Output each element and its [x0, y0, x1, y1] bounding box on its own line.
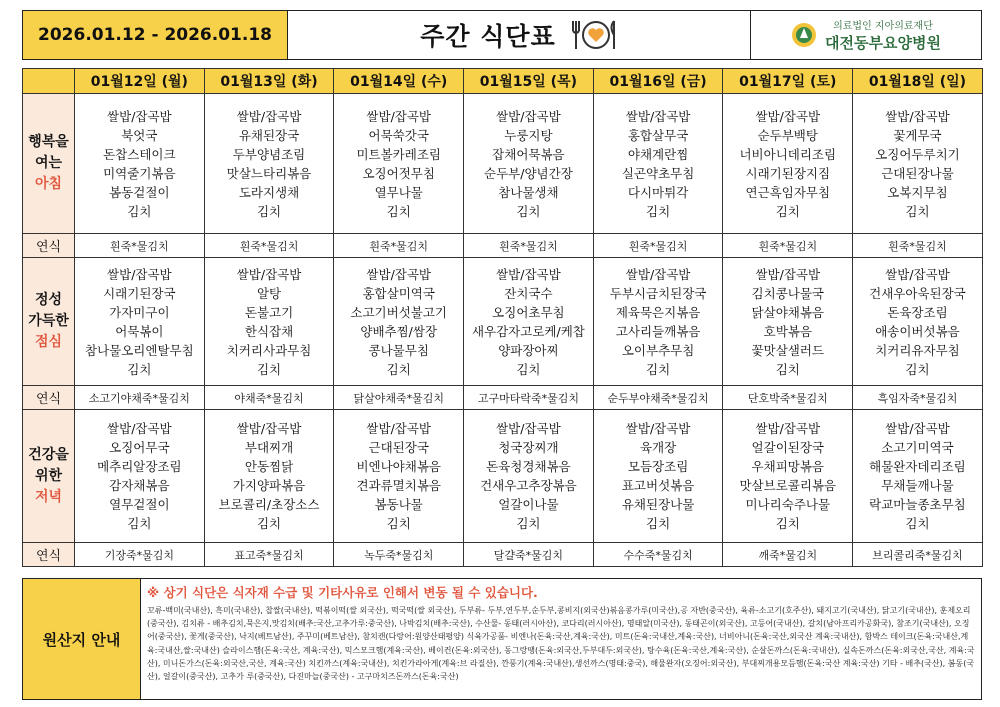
menu-item: 김치 [256, 361, 282, 377]
menu-item: 참나물오리엔탈무침 [85, 342, 194, 358]
menu-item: 소고기버섯불고기 [350, 304, 448, 320]
menu-item: 쌀밥/잡곡밥 [236, 421, 302, 436]
title-area [288, 11, 751, 59]
menu-item: 쌀밥/잡곡밥 [625, 421, 691, 436]
menu-item: 두부시금치된장국 [609, 285, 707, 301]
menu-item: 맛살느타리볶음 [226, 165, 312, 181]
menu-cell [334, 258, 464, 386]
menu-cell [204, 258, 334, 386]
menu-item: 김치 [646, 203, 671, 219]
menu-item: 육개장 [639, 440, 677, 455]
menu-cell [204, 94, 334, 234]
meal-label-breakfast [23, 94, 75, 234]
menu-item: 김치 [386, 516, 411, 531]
meal-time: 저녁 [34, 488, 63, 505]
menu-item: 견과류멸치볶음 [356, 478, 441, 493]
menu-item: 쌀밥/잡곡밥 [755, 421, 821, 436]
menu-item: 다시마튀각 [627, 184, 689, 200]
snack-row-dinner [23, 543, 983, 567]
header [22, 10, 982, 60]
menu-item: 락교마늘종초무침 [869, 497, 966, 512]
menu-item: 시래기된장국 [103, 285, 176, 301]
snack-cell: 기장죽*물김치 [75, 543, 205, 567]
menu-item: 누룽지탕 [504, 127, 553, 143]
snack-cell: 깨죽*물김치 [723, 543, 853, 567]
menu-item: 근대된장국 [368, 440, 429, 455]
menu-item: 치커리유자무침 [875, 342, 960, 358]
snack-cell: 흑임자죽*물김치 [853, 386, 983, 410]
menu-item: 홍합살무국 [627, 127, 689, 143]
menu-item: 얼갈이된장국 [751, 440, 824, 455]
menu-cell [464, 94, 594, 234]
menu-cell [723, 258, 853, 386]
menu-item: 쌀밥/잡곡밥 [625, 108, 691, 124]
page-title: 주간 식단표 [420, 22, 556, 51]
menu-item: 오징어두루치기 [875, 146, 960, 162]
menu-item: 감자채볶음 [109, 478, 170, 493]
menu-cell [75, 258, 205, 386]
menu-item: 순두부/양념간장 [484, 165, 573, 181]
menu-item: 닭살야채볶음 [751, 304, 824, 320]
snack-cell: 녹두죽*물김치 [334, 543, 464, 567]
menu-item: 미역줄기볶음 [103, 165, 176, 181]
day-header: 01월12일 (월) [75, 69, 205, 94]
menu-item: 김치 [775, 516, 800, 531]
snack-cell: 흰죽*물김치 [464, 234, 594, 258]
menu-cell [464, 258, 594, 386]
menu-item: 새우감자고로케/케찹 [471, 323, 585, 339]
menu-item: 쌀밥/잡곡밥 [236, 266, 302, 282]
snack-cell: 단호박죽*물김치 [723, 386, 853, 410]
snack-label: 연식 [23, 386, 75, 410]
menu-item: 김치 [646, 361, 671, 377]
change-notice: ※ 상기 식단은 식자재 수급 및 기타사유로 인해서 변동 될 수 있습니다. [147, 585, 538, 600]
snack-cell: 흰죽*물김치 [723, 234, 853, 258]
hospital-subtitle: 의료법인 지아의료재단 [833, 21, 933, 32]
menu-item: 쌀밥/잡곡밥 [107, 108, 172, 124]
snack-label: 연식 [23, 543, 75, 567]
day-header: 01월17일 (토) [723, 69, 853, 94]
menu-item: 알탕 [256, 285, 282, 301]
menu-item: 봄동나물 [374, 497, 423, 512]
menu-item: 실곤약초무침 [621, 165, 695, 181]
menu-cell [334, 410, 464, 543]
menu-item: 쌀밥/잡곡밥 [107, 421, 172, 436]
day-header: 01월15일 (목) [464, 69, 594, 94]
menu-item: 호박볶음 [763, 323, 812, 339]
menu-item: 오이부추무침 [621, 342, 695, 358]
snack-row-lunch [23, 386, 983, 410]
menu-item: 돈불고기 [244, 304, 294, 320]
menu-item: 오징어무국 [109, 440, 170, 455]
meal-label-line: 건강을 [28, 446, 69, 463]
snack-label: 연식 [23, 234, 75, 258]
menu-item: 소고기미역국 [881, 440, 954, 455]
menu-item: 부대찌개 [244, 440, 294, 455]
menu-item: 브로콜리/초장소스 [218, 497, 320, 512]
menu-cell [593, 94, 723, 234]
snack-cell: 흰죽*물김치 [853, 234, 983, 258]
day-header-row [23, 69, 983, 94]
menu-item: 오복지무침 [887, 184, 948, 200]
snack-cell: 순두부야채죽*물김치 [593, 386, 723, 410]
menu-item: 쌀밥/잡곡밥 [625, 266, 691, 282]
menu-item: 얼갈이나물 [498, 497, 559, 512]
menu-item: 안동찜닭 [244, 459, 294, 474]
menu-item: 애송이버섯볶음 [875, 323, 960, 339]
menu-item: 오징어젓무침 [362, 165, 435, 181]
snack-cell: 닭살야채죽*물김치 [334, 386, 464, 410]
menu-item: 북엇국 [121, 127, 158, 143]
menu-item: 미트볼카레조림 [356, 146, 441, 162]
menu-item: 쌀밥/잡곡밥 [236, 108, 302, 124]
menu-item: 잔치국수 [504, 285, 553, 301]
menu-item: 김치 [775, 361, 800, 377]
menu-item: 쌀밥/잡곡밥 [366, 421, 432, 436]
menu-item: 돈육장조림 [887, 304, 948, 320]
menu-cell [75, 410, 205, 543]
menu-item: 김치 [256, 203, 282, 219]
menu-item: 근대된장나물 [881, 165, 954, 181]
menu-item: 메추리알장조림 [97, 459, 182, 474]
menu-item: 치커리사과무침 [226, 342, 312, 358]
menu-item: 너비아니데리조림 [739, 146, 837, 162]
menu-cell [723, 410, 853, 543]
meal-label-lunch [23, 258, 75, 386]
menu-item: 쌀밥/잡곡밥 [366, 266, 432, 282]
menu-item: 김치 [905, 516, 930, 531]
snack-cell: 흰죽*물김치 [204, 234, 334, 258]
menu-item: 우채피망볶음 [751, 459, 824, 474]
menu-item: 봄동겉절이 [109, 184, 170, 200]
menu-cell [853, 258, 983, 386]
menu-item: 어묵쑥갓국 [368, 127, 429, 143]
menu-item: 김치 [386, 361, 411, 377]
menu-item: 김치 [256, 516, 282, 531]
menu-item: 표고버섯볶음 [621, 478, 695, 493]
menu-item: 유채된장나물 [621, 497, 695, 512]
menu-item: 모듬장조림 [627, 459, 689, 474]
menu-item: 비엔나야채볶음 [356, 459, 441, 474]
menu-cell [204, 410, 334, 543]
menu-item: 콩나물무침 [368, 342, 429, 358]
menu-item: 김치 [516, 361, 541, 377]
menu-cell [593, 410, 723, 543]
menu-item: 김치 [127, 203, 152, 219]
menu-item: 연근흑임자무침 [745, 184, 831, 200]
snack-row-breakfast [23, 234, 983, 258]
menu-item: 쌀밥/잡곡밥 [885, 108, 950, 124]
menu-item: 가지양파볶음 [232, 478, 306, 493]
hospital-logo-icon [791, 22, 817, 48]
menu-item: 꽃게무국 [893, 127, 942, 143]
weekly-menu-table [22, 68, 983, 567]
menu-item: 맛살브로콜리볶음 [739, 478, 837, 493]
menu-item: 가자미구이 [109, 304, 170, 320]
day-header: 01월18일 (일) [853, 69, 983, 94]
menu-item: 쌀밥/잡곡밥 [885, 266, 950, 282]
menu-item: 김치 [127, 516, 152, 531]
menu-item: 쌀밥/잡곡밥 [755, 108, 821, 124]
menu-item: 건새우아욱된장국 [869, 285, 966, 301]
menu-item: 김치 [905, 203, 930, 219]
snack-cell: 흰죽*물김치 [334, 234, 464, 258]
meal-icon [570, 17, 618, 53]
snack-cell: 흰죽*물김치 [593, 234, 723, 258]
menu-item: 돈찹스테이크 [103, 146, 176, 162]
menu-item: 양파장아찌 [498, 342, 559, 358]
snack-cell: 야채죽*물김치 [204, 386, 334, 410]
menu-cell [593, 258, 723, 386]
meal-label-line: 정성 [34, 292, 63, 308]
menu-item: 미나리숙주나물 [745, 497, 831, 512]
meal-row-lunch [23, 258, 983, 386]
day-header: 01월13일 (화) [204, 69, 334, 94]
menu-item: 쌀밥/잡곡밥 [885, 421, 950, 436]
snack-cell: 브리콜리죽*물김치 [853, 543, 983, 567]
menu-item: 양배추찜/쌈장 [360, 323, 438, 339]
menu-item: 유채된장국 [238, 127, 300, 143]
menu-item: 김치 [775, 203, 800, 219]
menu-cell [853, 410, 983, 543]
menu-item: 순두부백탕 [757, 127, 818, 143]
hospital-info [751, 11, 981, 59]
menu-item: 김치 [905, 361, 930, 377]
menu-item: 건새우고추장볶음 [480, 478, 577, 493]
snack-cell: 흰죽*물김치 [75, 234, 205, 258]
menu-item: 청국장찌개 [498, 440, 559, 455]
menu-item: 야채계란찜 [627, 146, 689, 162]
menu-item: 오징어초무침 [492, 304, 565, 320]
day-header: 01월16일 (금) [593, 69, 723, 94]
menu-item: 열무나물 [374, 184, 423, 200]
menu-item: 고사리들깨볶음 [615, 323, 701, 339]
menu-item: 무채들깨나물 [881, 478, 954, 493]
menu-item: 쌀밥/잡곡밥 [107, 266, 172, 282]
meal-row-breakfast [23, 94, 983, 234]
snack-cell: 달걀죽*물김치 [464, 543, 594, 567]
meal-row-dinner [23, 410, 983, 543]
menu-item: 김치 [516, 516, 541, 531]
day-header: 01월14일 (수) [334, 69, 464, 94]
snack-cell: 표고죽*물김치 [204, 543, 334, 567]
menu-item: 열무겉절이 [109, 497, 170, 512]
meal-time: 아침 [34, 176, 63, 192]
menu-item: 쌀밥/잡곡밥 [496, 421, 561, 436]
snack-cell: 소고기야채죽*물김치 [75, 386, 205, 410]
menu-item: 도라지생채 [238, 184, 300, 200]
menu-item: 꽃맛살샐러드 [751, 342, 824, 358]
menu-cell [75, 94, 205, 234]
menu-item: 잡채어묵볶음 [492, 146, 565, 162]
meal-label-line: 가득한 [28, 313, 69, 329]
menu-item: 쌀밥/잡곡밥 [496, 266, 561, 282]
menu-item: 쌀밥/잡곡밥 [755, 266, 821, 282]
menu-item: 참나물생채 [498, 184, 559, 200]
meal-label-line: 행복을 [28, 134, 69, 150]
hospital-name: 대전동부요양병원 [825, 34, 941, 52]
meal-label-line: 위한 [34, 467, 63, 484]
menu-item: 제육묵은지볶음 [615, 304, 701, 320]
menu-item: 한식잡채 [244, 323, 294, 339]
menu-item: 시래기된장지짐 [745, 165, 831, 181]
menu-item: 김치콩나물국 [751, 285, 824, 301]
menu-item: 쌀밥/잡곡밥 [496, 108, 561, 124]
origin-text: 꼬류-백미(국내산), 흑미(국내산), 찹쌀(국내산), 떡볶이떡(쌀 외국산), 떡국떡(쌀 외국산), 두부류- 두부,연두부,순두부,콩비지(외국산)볶음콩가루(미국산),공 자반(중국산), 육류-소고기(호주산), 돼지고기(국내산), 닭고기(국내산), 훈제오리(중국산), 김치류 - 배추김치,묵은지,맛김치(배추:국산,고추가루:중국산), 나박김치(배추:국산), 수산물- 동태(러시아산), 코다리(러시아산), 명태알(미국산), 동태곤이(외국산), 고등어(국내산), 갈치(남아프리카공화국), 참조기(국내산), 오징어(중국산), 꽃게(중국산), 낙지(베트남산), 주꾸미(베트남산), 참치캔(다랑어:원양산태평양) 식육가공품- 비엔나(돈육:국산,계육:국산), 미트(돈육:국내산,계육:국산), 너비아니(돈육:국산,외국산 계육:국내산), 함박스 테이크(돈육:국내산,계육:국내산,쌀:국내산) 슬라이스햄(돈육:국산, 계육:국산), 믹스모크햄(계육:국산), 베이컨(돈육:외국산), 동그랑땡(돈육:외국산,두부대두:외국산), 탕수육(돈육:국산,계육:국산), 순살돈까스(돈육:국내산), 실속돈까스(돈육:외국산,국산, 계육:국산), 미니돈가스(돈육:외국산,국산, 계육:국산) 치킨까스(계육:국내산), 치킨가라아게(계육:브 라질산), 깐풍기(계육:국내산),생선까스(명태:중국), 해물완자(오징어:외국산), 부대찌개용모듬햄(돈육:국산 계육:국산) 기타 - 배추(국산), 봄동(국산), 얼갈이(중국산), 고추가 루(중국산), 다진마늘(중국산) - 고구마치즈돈까스(돈육:국산) [147, 606, 975, 682]
menu-cell [723, 94, 853, 234]
menu-cell [853, 94, 983, 234]
date-range: 2026.01.12 - 2026.01.18 [23, 11, 288, 59]
meal-label-line: 여는 [34, 155, 63, 171]
menu-cell [464, 410, 594, 543]
origin-body [141, 579, 981, 699]
menu-item: 김치 [386, 203, 411, 219]
origin-info [22, 578, 982, 700]
meal-label-dinner [23, 410, 75, 543]
menu-item: 홍합살미역국 [362, 285, 435, 301]
menu-item: 돈육청경채볶음 [486, 459, 571, 474]
menu-item: 쌀밥/잡곡밥 [366, 108, 432, 124]
menu-item: 김치 [516, 203, 541, 219]
menu-cell [334, 94, 464, 234]
menu-item: 어묵볶이 [115, 323, 164, 339]
snack-cell: 고구마타락죽*물김치 [464, 386, 594, 410]
menu-item: 해물완자데리조림 [869, 459, 966, 474]
menu-item: 김치 [127, 361, 152, 377]
menu-item: 김치 [646, 516, 671, 531]
menu-item: 두부양념조림 [232, 146, 306, 162]
corner-cell [23, 69, 75, 94]
snack-cell: 수수죽*물김치 [593, 543, 723, 567]
meal-time: 점심 [34, 334, 63, 350]
origin-label: 원산지 안내 [23, 579, 141, 699]
